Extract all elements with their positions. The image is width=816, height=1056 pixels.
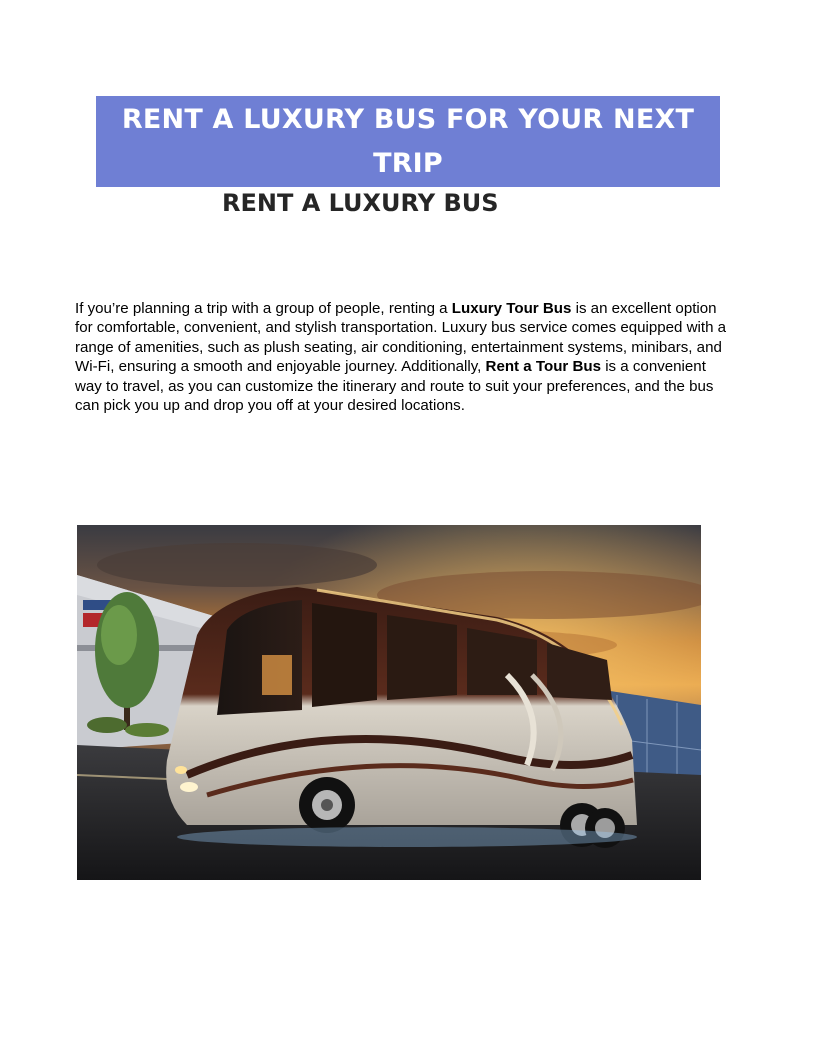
bus-illustration [77, 525, 701, 880]
section-heading: RENT A LUXURY BUS [222, 189, 499, 217]
page-title: RENT A LUXURY BUS FOR YOUR NEXT TRIP [121, 103, 695, 179]
bus-photo [77, 525, 701, 880]
intro-paragraph [75, 299, 735, 415]
paragraph-text-2: is an excellent option for comfortable, convenient, and stylish transportation. Luxury bus service comes equipped with a range of amenities, such as plush seating, air conditioning, entertainment systems, minibars, and Wi-Fi, ensuring a smooth and enjoyable journey. Additionally, [75, 300, 727, 376]
title-banner [96, 96, 720, 187]
luxury-tour-bus-keyword: Luxury Tour Bus [451, 300, 572, 317]
paragraph-text-3: is a convenient way to travel, as you can customize the itinerary and route to suit your preferences, and the bus can pick you up and drop you off at your desired locations. [75, 358, 714, 415]
rent-a-tour-bus-keyword: Rent a Tour Bus [485, 358, 601, 376]
paragraph-text-1: If you’re planning a trip with a group of people, renting a [75, 300, 452, 317]
